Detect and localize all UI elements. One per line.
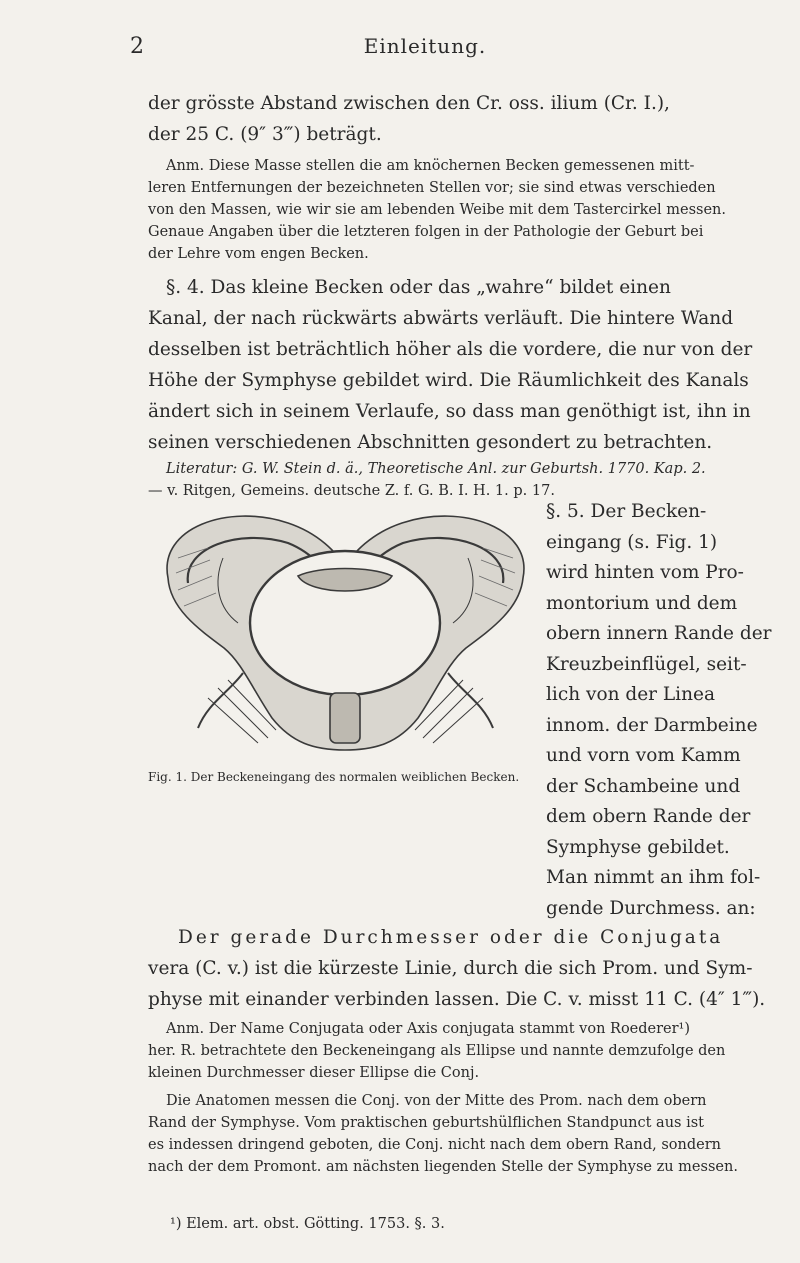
text-line: obern innern Rande der bbox=[546, 623, 772, 644]
text-line: Genaue Angaben über die letzteren folgen in der Pathologie der Geburt bei bbox=[148, 224, 704, 240]
text-line: montorium und dem bbox=[546, 592, 738, 614]
paragraph-continuation bbox=[148, 88, 788, 150]
text-line: Man nimmt an ihm fol- bbox=[546, 867, 761, 888]
text-line: es indessen dringend geboten, die Conj. nicht nach dem obern Rand, sondern bbox=[148, 1137, 721, 1153]
text-line: §. 4. Das kleine Becken oder das „wahre“ bildet einen bbox=[166, 277, 671, 298]
text-line: lich von der Linea bbox=[546, 684, 715, 705]
text-line: physe mit einander verbinden lassen. Die C. v. misst 11 C. (4″ 1‴). bbox=[148, 989, 766, 1010]
text-line: kleinen Durchmesser dieser Ellipse die Conj. bbox=[148, 1065, 480, 1081]
text-line: nach der dem Promont. am nächsten liegenden Stelle der Symphyse zu messen. bbox=[148, 1159, 738, 1175]
section-4 bbox=[148, 272, 788, 458]
literature-reference bbox=[148, 458, 788, 502]
note-anatomen bbox=[148, 1090, 788, 1178]
running-title: Einleitung. bbox=[363, 34, 487, 58]
text-line: Kanal, der nach rückwärts abwärts verläuft. Die hintere Wand bbox=[148, 308, 734, 329]
note-anm-2 bbox=[148, 1018, 788, 1084]
text-line: Kreuzbeinflügel, seit- bbox=[546, 653, 747, 675]
text-line: gende Durchmess. an: bbox=[546, 897, 756, 919]
note-anm-1 bbox=[148, 155, 788, 265]
footnote: ¹) Elem. art. obst. Götting. 1753. §. 3. bbox=[170, 1216, 445, 1232]
text-line: her. R. betrachtete den Beckeneingang als Ellipse und nannte demzufolge den bbox=[148, 1043, 726, 1059]
text-line: innom. der Darmbeine bbox=[546, 714, 758, 736]
text-line: wird hinten vom Pro- bbox=[546, 562, 744, 583]
section-5-continued bbox=[148, 922, 788, 1015]
page-number: 2 bbox=[130, 34, 144, 59]
text-line: Literatur: G. W. Stein d. ä., Theoretische Anl. zur Geburtsh. 1770. Kap. 2. bbox=[166, 461, 706, 477]
text-line: — v. Ritgen, Gemeins. deutsche Z. f. G. B. I. H. 1. p. 17. bbox=[148, 483, 555, 499]
text-line: dem obern Rande der bbox=[546, 806, 751, 827]
text-line: Rand der Symphyse. Vom praktischen geburtshülflichen Standpunct aus ist bbox=[148, 1115, 704, 1131]
pelvic-inlet-illustration bbox=[148, 498, 543, 756]
text-line: eingang (s. Fig. 1) bbox=[546, 531, 718, 553]
text-line: leren Entfernungen der bezeichneten Stellen vor; sie sind etwas verschieden bbox=[148, 180, 716, 196]
figure-caption: Fig. 1. Der Beckeneingang des normalen weiblichen Becken. bbox=[148, 770, 520, 784]
text-line: der grösste Abstand zwischen den Cr. oss. ilium (Cr. I.), bbox=[148, 93, 670, 114]
pelvis-figure bbox=[148, 498, 543, 756]
text-line: der Lehre vom engen Becken. bbox=[148, 246, 369, 262]
page-header bbox=[130, 34, 720, 64]
text-line: ändert sich in seinem Verlaufe, so dass man genöthigt ist, ihn in bbox=[148, 401, 751, 422]
text-line: Symphyse gebildet. bbox=[546, 836, 730, 858]
text-line: von den Massen, wie wir sie am lebenden Weibe mit dem Tastercirkel messen. bbox=[148, 202, 726, 218]
text-line: desselben ist beträchtlich höher als die vordere, die nur von der bbox=[148, 339, 753, 360]
text-line: Höhe der Symphyse gebildet wird. Die Räumlichkeit des Kanals bbox=[148, 370, 749, 391]
text-line: vera (C. v.) ist die kürzeste Linie, durch die sich Prom. und Sym- bbox=[148, 958, 753, 979]
text-line: und vorn vom Kamm bbox=[546, 745, 741, 766]
text-line: §. 5. Der Becken- bbox=[546, 501, 707, 522]
text-line: der 25 C. (9″ 3‴) beträgt. bbox=[148, 124, 382, 145]
text-line: Die Anatomen messen die Conj. von der Mitte des Prom. nach dem obern bbox=[166, 1093, 707, 1109]
text-line: Anm. Der Name Conjugata oder Axis conjugata stammt von Roederer¹) bbox=[166, 1021, 691, 1037]
text-line: der Schambeine und bbox=[546, 775, 741, 797]
text-line: Der gerade Durchmesser oder die Conjugata bbox=[178, 927, 724, 948]
text-line: seinen verschiedenen Abschnitten gesondert zu betrachten. bbox=[148, 432, 713, 453]
section-5-sidebar bbox=[546, 497, 788, 924]
text-line: Anm. Diese Masse stellen die am knöchernen Becken gemessenen mitt- bbox=[166, 158, 695, 174]
